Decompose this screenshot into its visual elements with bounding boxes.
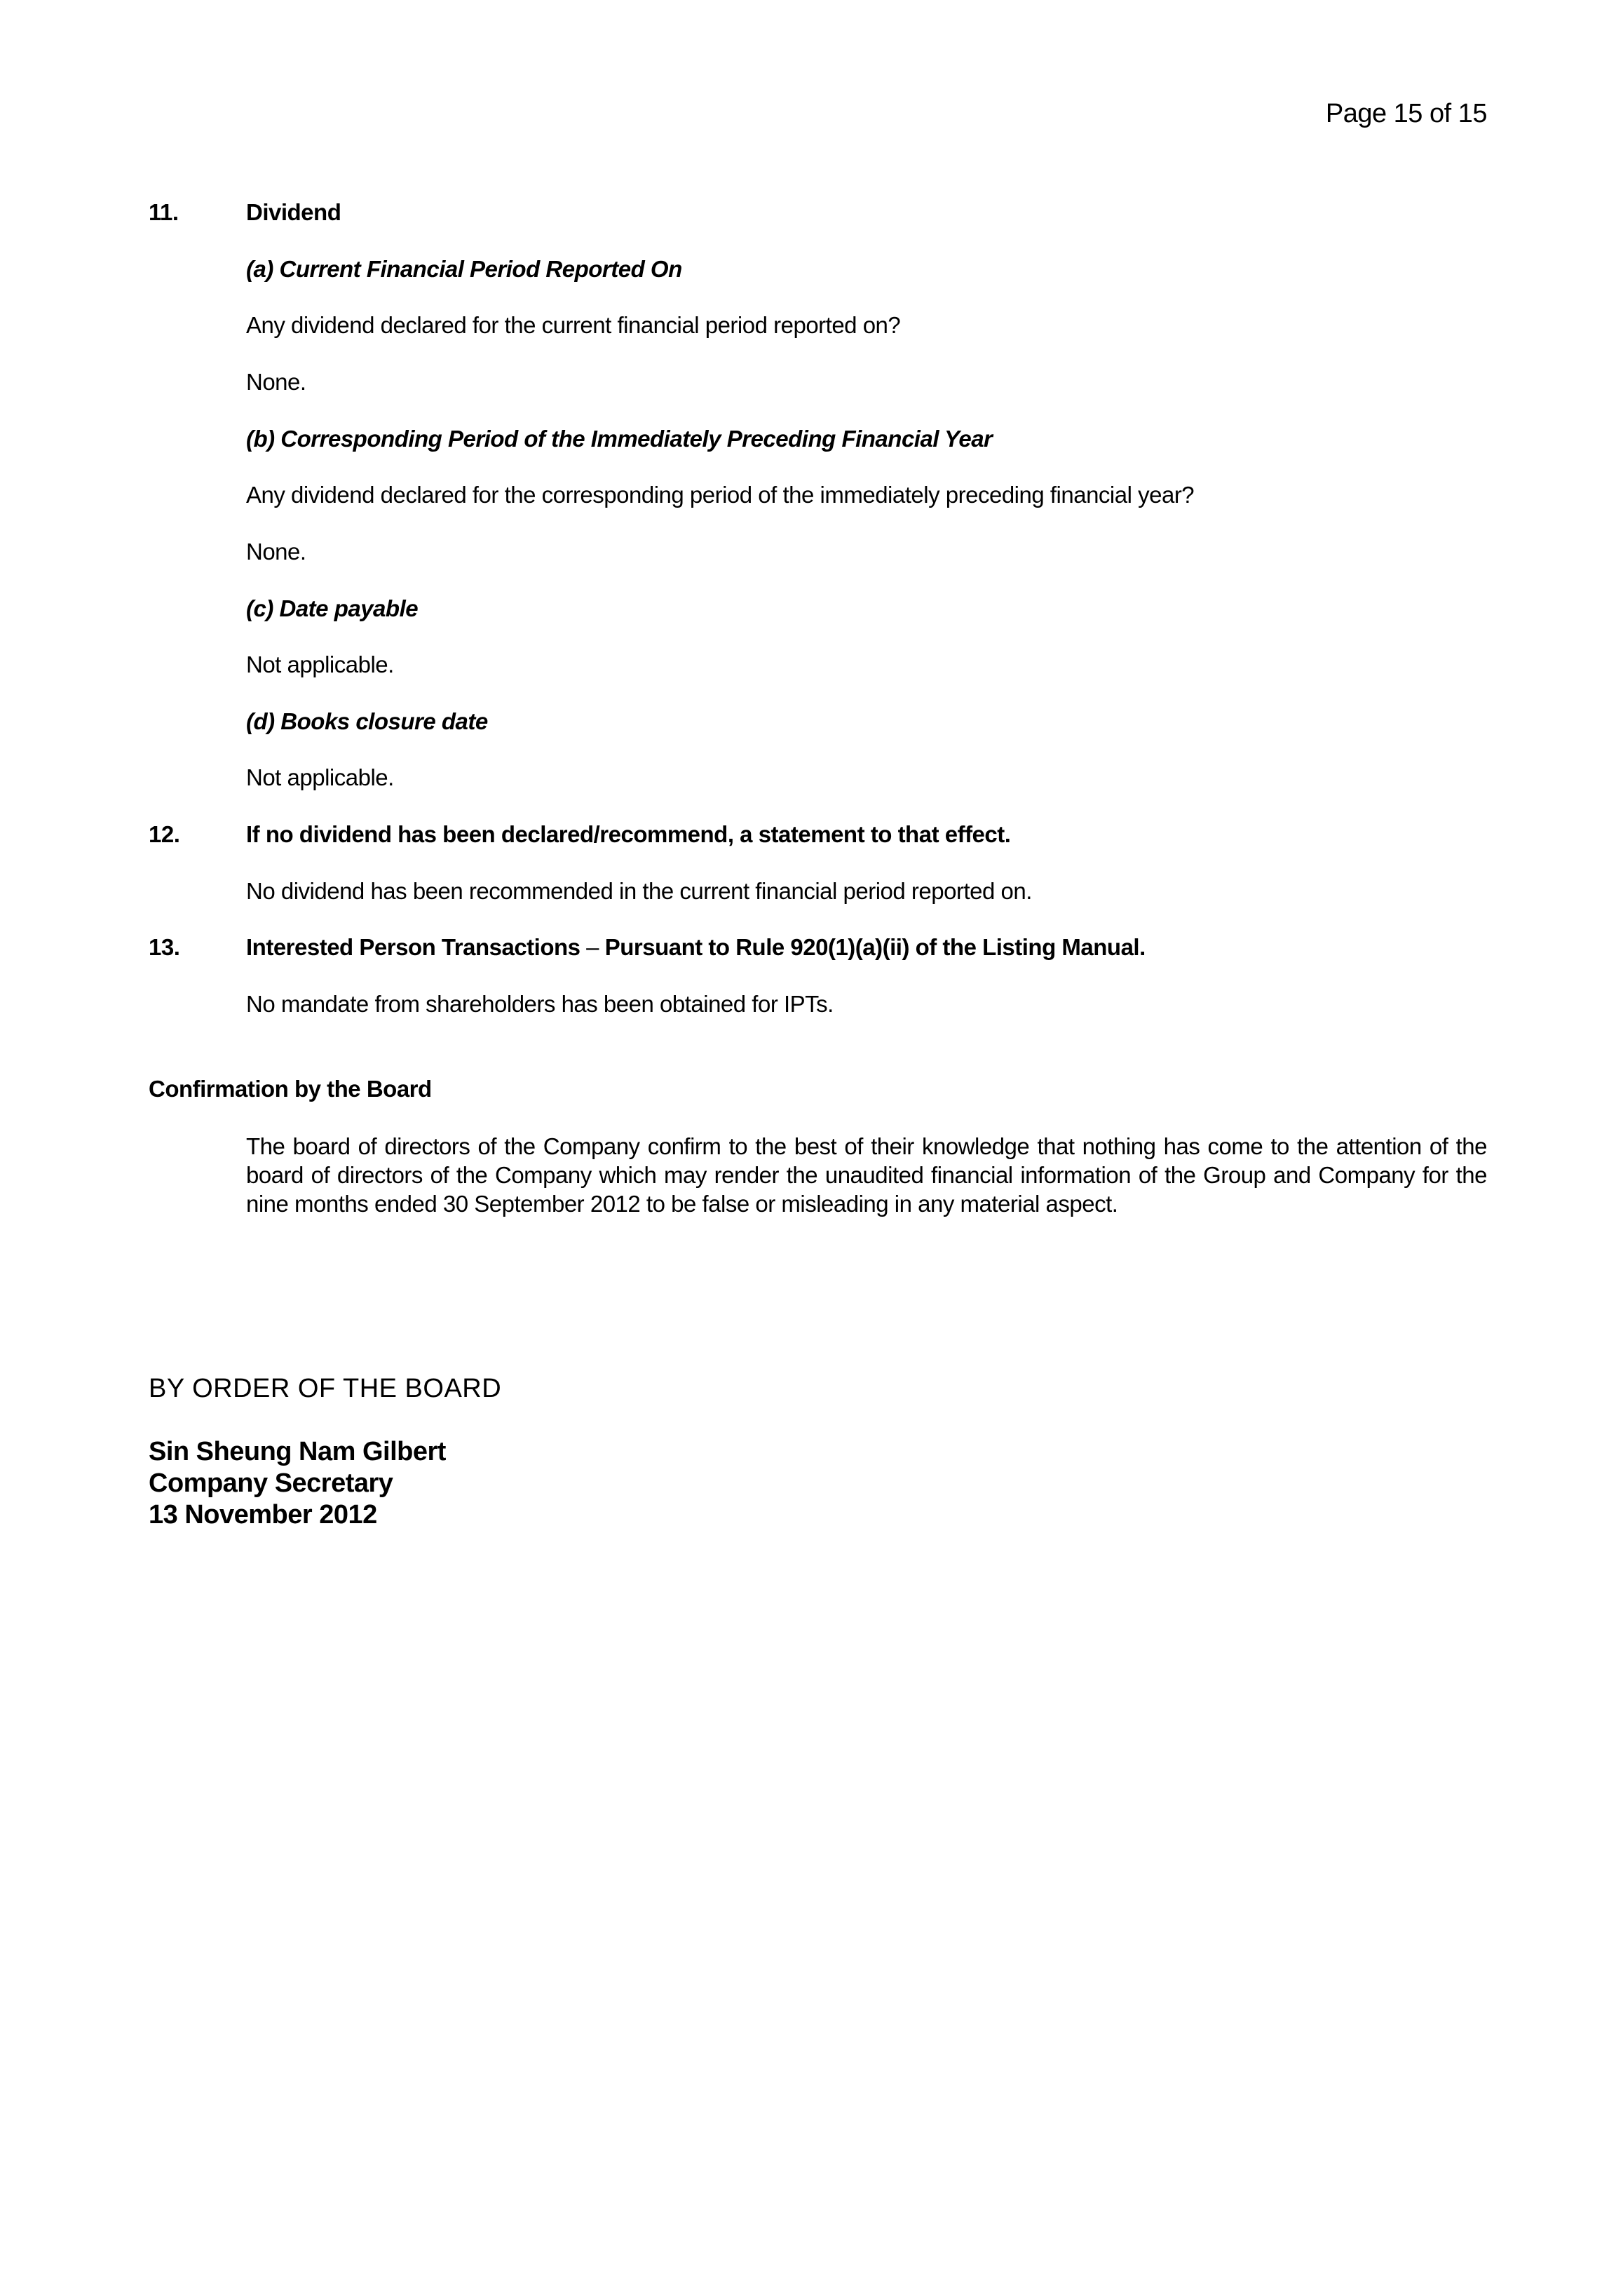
by-order-of-the-board: BY ORDER OF THE BOARD [149,1374,502,1403]
section-13-title [246,933,1146,961]
subsection-d-answer: Not applicable. [246,764,394,790]
confirmation-body: The board of directors of the Company confirm to the best of their knowledge that nothing has come to the attention of the board of directors of the Company which may render the unaudited financial information of the Group and Company for the nine months ended 30 September 2012 to be false or misleading in any material aspect. [246,1133,1487,1217]
section-13-title-part1: Interested Person Transactions [246,934,580,960]
subsection-a-answer: None. [246,369,306,395]
subsection-b-heading: (b) Corresponding Period of the Immediately Preceding Financial Year [246,426,993,452]
section-11-number: 11. [149,199,179,225]
subsection-d-heading: (d) Books closure date [246,708,488,734]
page-number: Page 15 of 15 [1325,99,1487,128]
signatory-name: Sin Sheung Nam Gilbert [149,1437,446,1466]
section-13-number: 13. [149,934,180,960]
confirmation-heading: Confirmation by the Board [149,1076,432,1102]
subsection-a-question: Any dividend declared for the current financial period reported on? [246,312,901,338]
section-13-title-part2: Pursuant to Rule 920(1)(a)(ii) of the Listing Manual. [604,934,1146,960]
section-12-number: 12. [149,821,180,847]
subsection-b-question: Any dividend declared for the corresponding period of the immediately preceding financial year? [246,482,1195,508]
subsection-c-heading: (c) Date payable [246,595,419,621]
section-11-title: Dividend [246,199,341,225]
section-12-body: No dividend has been recommended in the current financial period reported on. [246,878,1032,904]
section-13-body: No mandate from shareholders has been obtained for IPTs. [246,991,834,1017]
section-13-title-separator: – [580,934,605,960]
signature-date: 13 November 2012 [149,1500,377,1529]
subsection-b-answer: None. [246,539,306,565]
subsection-a-heading: (a) Current Financial Period Reported On [246,256,682,282]
signatory-title: Company Secretary [149,1468,393,1498]
subsection-c-answer: Not applicable. [246,651,394,677]
section-12-title: If no dividend has been declared/recommend, a statement to that effect. [246,821,1011,847]
